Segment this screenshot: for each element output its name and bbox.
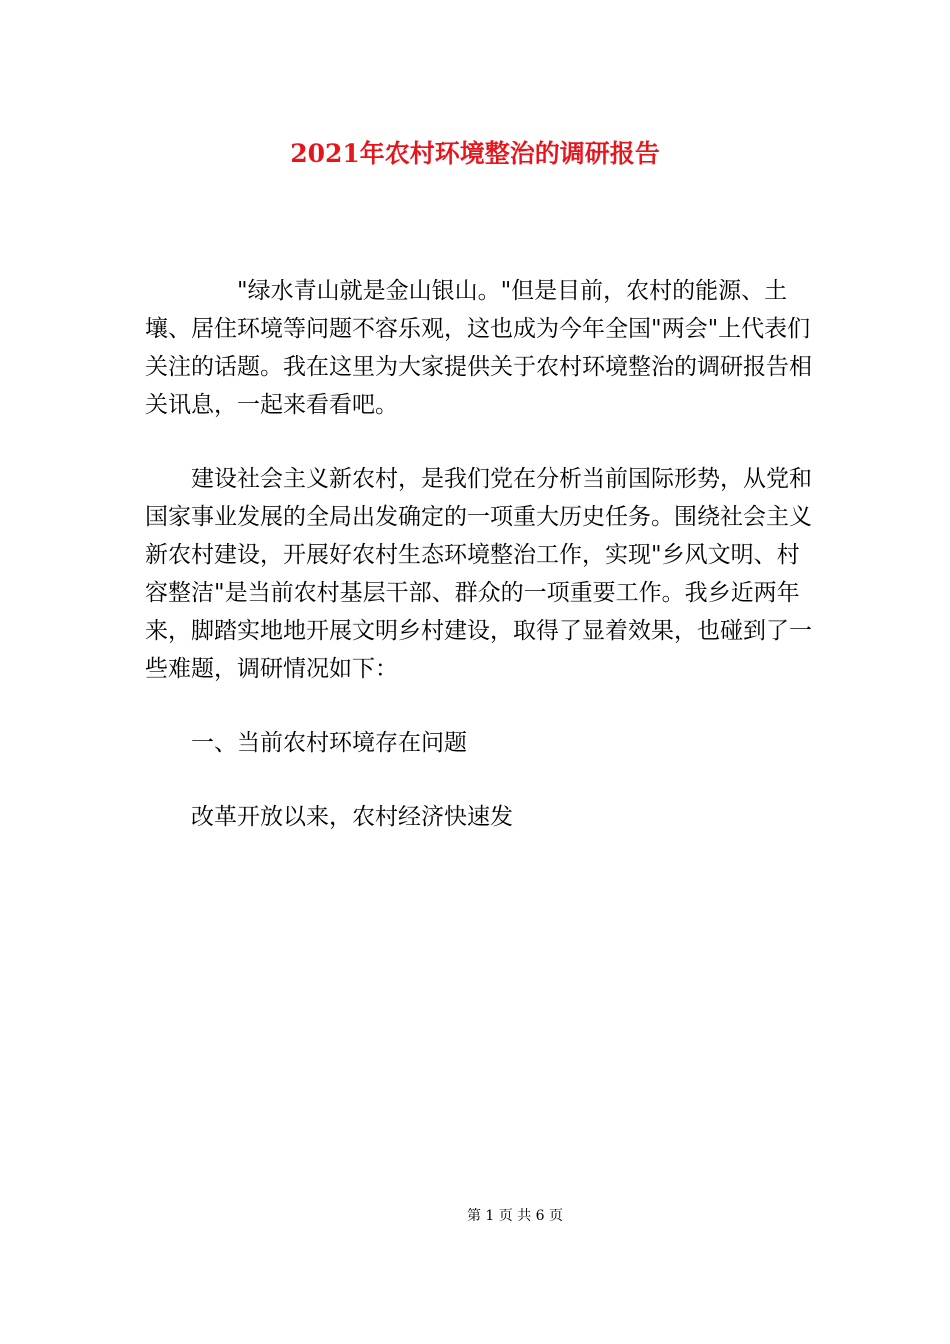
page-number-footer: 第 1 页 共 6 页	[466, 1208, 564, 1224]
document-body	[145, 272, 815, 872]
section-heading: 一、当前农村环境存在问题	[191, 730, 467, 756]
background-paragraph: 建设社会主义新农村，是我们党在分析当前国际形势，从党和国家事业发展的全局出发确定的一项重大历史任务。围绕社会主义新农村建设，开展好农村生态环境整治工作，实现"乡风文明、村容整洁"是当前农村基层干部、群众的一项重要工作。我乡近两年来，脚踏实地地开展文明乡村建设，取得了显着效果，也碰到了一些难题，调研情况如下：	[145, 466, 812, 682]
section-paragraph: 改革开放以来，农村经济快速发	[191, 804, 513, 830]
intro-paragraph: "绿水青山就是金山银山。"但是目前，农村的能源、土壤、居住环境等问题不容乐观，这也成为今年全国"两会"上代表们关注的话题。我在这里为大家提供关于农村环境整治的调研报告相关讯息，一起来看看吧。	[145, 278, 812, 418]
document-title: 2021年农村环境整治的调研报告	[290, 139, 660, 168]
